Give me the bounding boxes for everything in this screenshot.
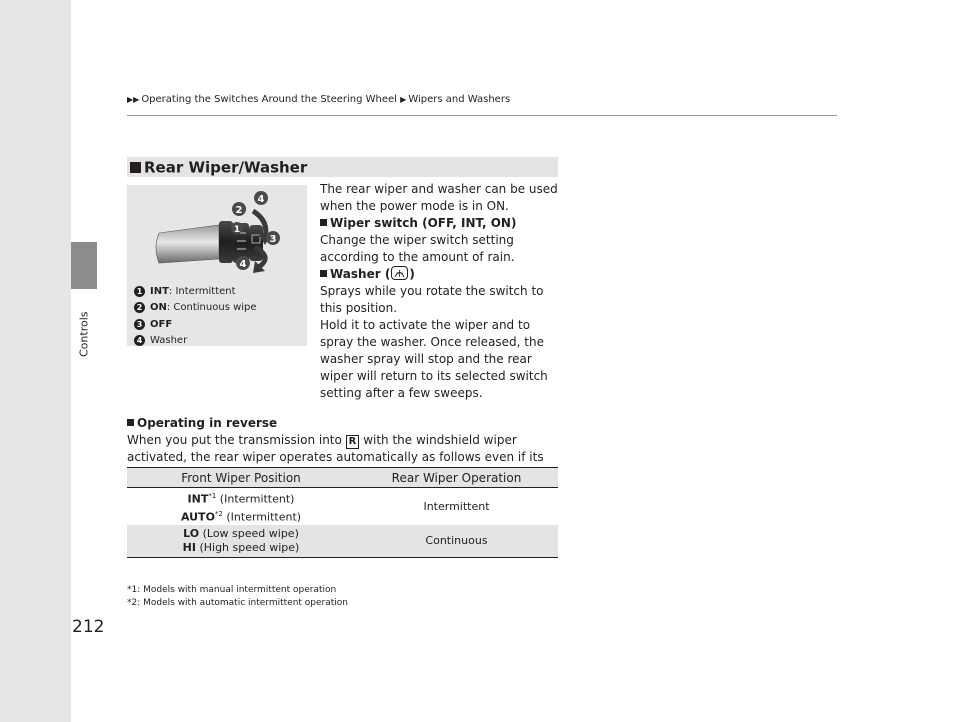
body-text (320, 181, 560, 402)
number-badge-icon: 2 (134, 302, 145, 313)
section-title: Rear Wiper/Washer (144, 158, 308, 177)
figure-legend (134, 283, 257, 349)
wiper-switch-paragraph: Change the wiper switch setting according to the amount of rain. (320, 233, 515, 264)
header-divider (127, 115, 837, 116)
reverse-wiper-table (127, 467, 558, 558)
legend-desc: Washer (150, 335, 188, 346)
intro-paragraph: The rear wiper and washer can be used when the power mode is in ON. (320, 182, 558, 213)
breadcrumb-arrow-icon: ▶▶ (127, 95, 140, 104)
figure-marker-icon (236, 256, 250, 270)
table-cell: LO (Low speed wipe) HI (High speed wipe) (127, 525, 355, 558)
figure-marker-icon (232, 202, 246, 216)
chapter-label: Controls (77, 311, 91, 357)
table-header: Front Wiper Position (127, 468, 355, 488)
legend-term: OFF (150, 318, 173, 330)
sidebar (0, 0, 71, 722)
breadcrumb (127, 94, 510, 105)
table-cell: INT$^{*1}$ (Intermittent) AUTO$^{*2}$ (Intermittent) (127, 488, 355, 526)
figure-marker-icon (266, 231, 280, 245)
washer-paragraph-1: Sprays while you rotate the switch to this position. (320, 284, 544, 315)
table-header-row (127, 468, 558, 488)
table-row (127, 488, 558, 526)
legend-item (134, 300, 257, 316)
bullet-square-icon (320, 270, 327, 277)
reverse-paragraph: When you put the transmission into R with the windshield wiper activated, the rear wiper operates automatically as follows even if its (127, 433, 544, 464)
legend-item (134, 316, 257, 332)
table-row (127, 525, 558, 558)
bullet-square-icon (320, 219, 327, 226)
legend-term: INT (150, 285, 169, 297)
bullet-square-icon (127, 419, 134, 426)
number-badge-icon: 4 (134, 335, 145, 346)
reverse-heading: Operating in reverse (127, 415, 567, 432)
wiper-switch-heading: Wiper switch (OFF, INT, ON) (320, 215, 560, 232)
chapter-tab[interactable] (71, 242, 97, 289)
legend-term: ON (150, 302, 167, 313)
svg-text:4: 4 (239, 259, 247, 270)
table-header: Rear Wiper Operation (355, 468, 558, 488)
figure-marker-icon (254, 191, 268, 205)
breadcrumb-item[interactable]: Operating the Switches Around the Steering Wheel (141, 94, 397, 105)
svg-text:3: 3 (269, 234, 277, 245)
table-cell: Continuous (355, 525, 558, 558)
washer-heading: Washer ( ) (320, 266, 560, 283)
svg-text:2: 2 (235, 205, 243, 216)
legend-item (134, 333, 257, 349)
number-badge-icon: 1 (134, 286, 145, 297)
legend-desc: : Intermittent (168, 285, 236, 297)
footnotes (127, 584, 348, 610)
section-square-icon (130, 162, 141, 173)
breadcrumb-arrow-icon: ▶ (400, 95, 407, 104)
washer-paragraph-2: Hold it to activate the wiper and to spray the washer. Once released, the washer spray will stop and the rear wiper will return to its selected switch setting after a few sweeps. (320, 318, 548, 400)
legend-desc: : Continuous wipe (166, 302, 257, 313)
breadcrumb-item[interactable]: Wipers and Washers (408, 94, 511, 105)
section-header (127, 157, 558, 177)
number-badge-icon: 3 (134, 319, 145, 330)
svg-text:4: 4 (257, 194, 265, 205)
reverse-gear-key: R (346, 435, 360, 449)
washer-icon (391, 266, 408, 280)
page-number: 212 (72, 617, 105, 637)
footnote: *2: Models with automatic intermittent operation (127, 598, 349, 608)
svg-text:1: 1 (233, 225, 241, 235)
footnote: *1: Models with manual intermittent operation (127, 585, 337, 595)
table-cell: Intermittent (355, 488, 558, 526)
legend-item (134, 283, 257, 299)
